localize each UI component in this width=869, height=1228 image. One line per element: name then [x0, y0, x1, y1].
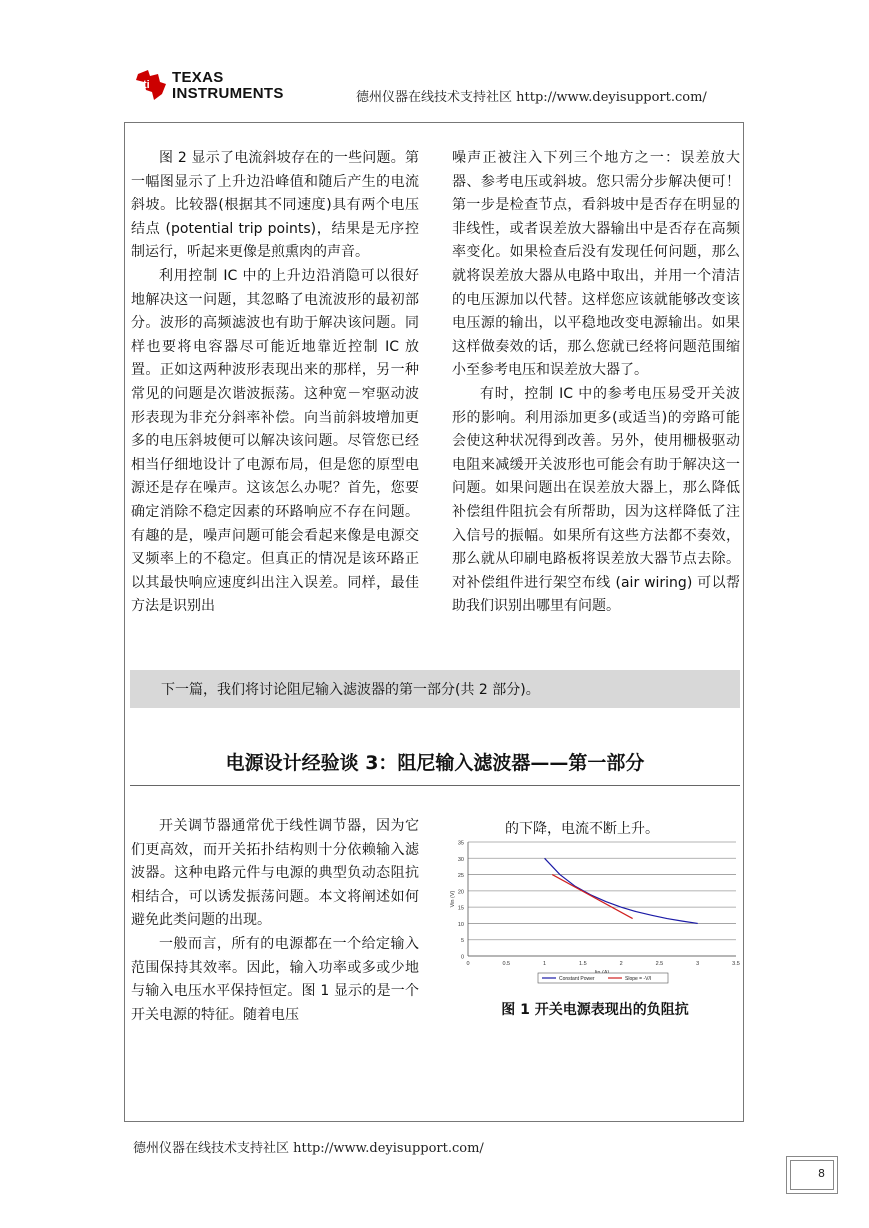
next-article-note [130, 670, 740, 708]
ti-logo [134, 68, 294, 104]
logo-line2: INSTRUMENTS [172, 85, 284, 102]
y-tick-label: 25 [457, 873, 464, 880]
x-tick-label: 1.5 [579, 961, 587, 967]
ti-logo-icon [134, 68, 170, 102]
page-number-frame-inner [790, 1160, 834, 1190]
footer-site-link[interactable]: 德州仪器在线技术支持社区 http://www.deyisupport.com/ [133, 1141, 484, 1156]
x-tick-label: 1 [543, 961, 547, 967]
figure-caption: 图 1 开关电源表现出的负阻抗 [501, 1002, 689, 1018]
paragraph: 有时，控制 IC 中的参考电压易受开关波形的影响。利用添加更多(或适当)的旁路可能会使这种状况得到改善。另外，使用栅极驱动电阻来减缓开关波形也可能会有助于解决这一问题。如果问题出在误差放大器上，那么降低补偿组件阻抗会有所帮助，因为这样降低了注入信号的振幅。如果所有这些方法都不奏效，那么就从印刷电路板将误差放大器节点去除。对补偿组件进行架空布线 (air wiring) 可以帮助我们识别出哪里有问题。 [452, 385, 740, 615]
logo-line1: TEXAS [172, 69, 224, 86]
svg-text:ti: ti [143, 79, 150, 91]
x-tick-label: 0 [466, 961, 470, 967]
paragraph-continuation: 的下降，电流不断上升。 [505, 821, 659, 837]
paragraph: 图 2 显示了电流斜坡存在的一些问题。第一幅图显示了上升边沿峰值和随后产生的电流斜坡。比较器(根据其不同速度)具有两个电压结点 (potential trip points)，结果是无序控制运行，听起来更像是煎熏肉的声音。 [131, 150, 419, 261]
logo-wordmark [172, 70, 284, 102]
x-tick-label: 2.5 [655, 961, 664, 967]
y-tick-label: 15 [457, 905, 464, 912]
title-rule [130, 785, 740, 786]
y-tick-label: 10 [457, 921, 464, 928]
text-column-left [131, 147, 419, 619]
x-tick-label: 3 [696, 961, 700, 967]
y-tick-label: 20 [457, 889, 464, 896]
page-number: 8 [818, 1167, 825, 1180]
paragraph: 噪声正被注入下列三个地方之一：误差放大器、参考电压或斜坡。您只需分步解决便可！第一步是检查节点，看斜坡中是否存在明显的非线性，或者误差放大器输出中是否存在高频率变化。如果检查后没有发现任何问题，那么就将误差放大器从电路中取出，并用一个清洁的电压源加以代替。这样您应该就能够改变该电压源的输出，以平稳地改变电源输出。如果这样做奏效的话，那么您就已经将问题范围缩小至参考电压和误差放大器了。 [452, 150, 740, 379]
negative-impedance-chart [446, 838, 744, 998]
y-tick-label: 5 [460, 938, 464, 945]
x-tick-label: 3.5 [732, 961, 740, 967]
legend-label: Constant Power [559, 976, 595, 982]
y-tick-label: 30 [457, 856, 464, 863]
header-site-link[interactable]: 德州仪器在线技术支持社区 http://www.deyisupport.com/ [356, 90, 707, 105]
x-tick-label: 2 [619, 961, 623, 967]
text-column-right [452, 147, 740, 619]
text-column-left-2 [131, 815, 419, 1027]
y-tick-label: 0 [460, 954, 464, 961]
legend-label: Slope = -V/I [625, 976, 652, 982]
section-title: 电源设计经验谈 3：阻尼输入滤波器——第一部分 [225, 752, 645, 774]
paragraph: 利用控制 IC 中的上升边沿消隐可以很好地解决这一问题，其忽略了电流波形的最初部分。波形的高频滤波也有助于解决该问题。同样也要将电容器尽可能近地靠近控制 IC 放置。正如这两种波形表现出来的那样，另一种常见的问题是次谐波振荡。这种宽－窄驱动波形表现为非充分斜率补偿。向当前斜坡增加更多的电压斜坡便可以解决该问题。尽管您已经相当仔细地设计了电源布局，但是您的原型电源还是存在噪声。这该怎么办呢？首先，您要确定消除不稳定因素的环路响应不存在问题。有趣的是，噪声问题可能会看起来像是电源交叉频率上的不稳定。但真正的情况是该环路正以其最快响应速度纠出注入误差。同样，最佳方法是识别出 [131, 267, 419, 615]
y-tick-label: 35 [457, 840, 464, 847]
note-text: 下一篇，我们将讨论阻尼输入滤波器的第一部分(共 2 部分)。 [161, 682, 540, 698]
paragraph: 一般而言，所有的电源都在一个给定输入范围保持其效率。因此，输入功率或多或少地与输入电压水平保持恒定。图 1 显示的是一个开关电源的特征。随着电压 [131, 935, 419, 1023]
x-tick-label: 0.5 [502, 961, 511, 967]
series-line-slope [552, 875, 632, 919]
paragraph: 开关调节器通常优于线性调节器，因为它们更高效，而开关拓扑结构则十分依赖输入滤波器。这种电路元件与电源的典型负动态阻抗相结合，可以诱发振荡问题。本文将阐述如何避免此类问题的出现。 [131, 818, 419, 929]
y-axis-label: Vin (V) [450, 890, 456, 908]
